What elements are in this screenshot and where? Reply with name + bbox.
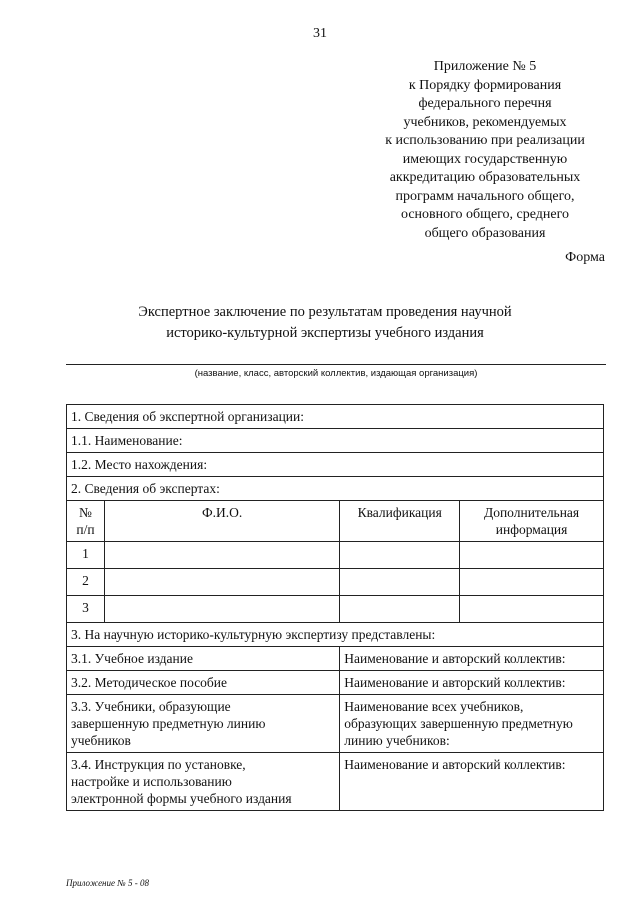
table-row <box>67 695 604 753</box>
table-row <box>67 477 604 501</box>
col-name-header: Ф.И.О. <box>104 501 339 542</box>
blank-caption: (название, класс, авторский коллектив, издающая организация) <box>194 368 478 379</box>
expert-qualification-cell[interactable] <box>340 542 460 569</box>
table-header-row <box>67 501 604 542</box>
item-textbook-line-value: Наименование всех учебников, образующих завершенную предметную линию учебников: <box>340 695 604 753</box>
item-textbook: 3.1. Учебное издание <box>67 647 340 671</box>
row-number: 1 <box>67 542 105 569</box>
table-row <box>67 647 604 671</box>
title-line: Экспертное заключение по результатам проведения научной <box>138 304 512 320</box>
expert-qualification-cell[interactable] <box>340 596 460 623</box>
row-number: 3 <box>67 596 105 623</box>
col-qualification-header: Квалификация <box>340 501 460 542</box>
appendix-line: к использованию при реализации <box>385 133 585 148</box>
item-textbook-line: 3.3. Учебники, образующие завершенную предметную линию учебников <box>67 695 340 753</box>
item-instruction-value: Наименование и авторский коллектив: <box>340 753 604 811</box>
section-experts: 2. Сведения об экспертах: <box>67 477 604 501</box>
appendix-line: имеющих государственную <box>402 151 568 167</box>
item-methodical-guide-value: Наименование и авторский коллектив: <box>340 671 604 695</box>
table-row <box>67 429 604 453</box>
table-row <box>67 623 604 647</box>
title-line: историко-культурной экспертизы учебного издания <box>166 325 484 341</box>
item-textbook-value: Наименование и авторский коллектив: <box>340 647 604 671</box>
blank-fill-line <box>66 364 606 365</box>
table-row <box>67 596 604 623</box>
table-row <box>67 405 604 429</box>
appendix-line: Приложение № 5 <box>433 59 537 74</box>
col-number-header: № п/п <box>67 501 105 542</box>
appendix-line: к Порядку формирования <box>408 77 562 93</box>
section-org-info: 1. Сведения об экспертной организации: <box>67 405 604 429</box>
col-info-header: Дополнительная информация <box>460 501 604 542</box>
document-title <box>60 302 590 344</box>
row-number: 2 <box>67 569 105 596</box>
expert-info-cell[interactable] <box>460 569 604 596</box>
footer-note: Приложение № 5 - 08 <box>66 878 149 888</box>
item-instruction: 3.4. Инструкция по установке, настройке и использованию электронной формы учебного издания <box>67 753 340 811</box>
appendix-header <box>355 58 615 243</box>
item-methodical-guide: 3.2. Методическое пособие <box>67 671 340 695</box>
expert-qualification-cell[interactable] <box>340 569 460 596</box>
expert-info-cell[interactable] <box>460 542 604 569</box>
table-row <box>67 569 604 596</box>
expert-name-cell[interactable] <box>104 542 339 569</box>
section-org-name: 1.1. Наименование: <box>67 429 604 453</box>
expert-info-cell[interactable] <box>460 596 604 623</box>
appendix-line: аккредитацию образовательных <box>389 170 581 185</box>
section-submitted: 3. На научную историко-культурную экспертизу представлены: <box>67 623 604 647</box>
page-number: 31 <box>313 26 327 41</box>
appendix-line: общего образования <box>424 225 546 241</box>
appendix-line: программ начального общего, <box>395 188 575 204</box>
table-row <box>67 753 604 811</box>
appendix-line: федерального перечня <box>418 96 552 111</box>
table-row <box>67 542 604 569</box>
expert-form-table <box>66 404 604 811</box>
table-row <box>67 671 604 695</box>
table-row <box>67 453 604 477</box>
appendix-line: основного общего, среднего <box>400 207 570 222</box>
section-org-location: 1.2. Место нахождения: <box>67 453 604 477</box>
form-label: Форма <box>565 250 605 265</box>
expert-name-cell[interactable] <box>104 569 339 596</box>
appendix-line: учебников, рекомендуемых <box>403 114 567 130</box>
expert-name-cell[interactable] <box>104 596 339 623</box>
